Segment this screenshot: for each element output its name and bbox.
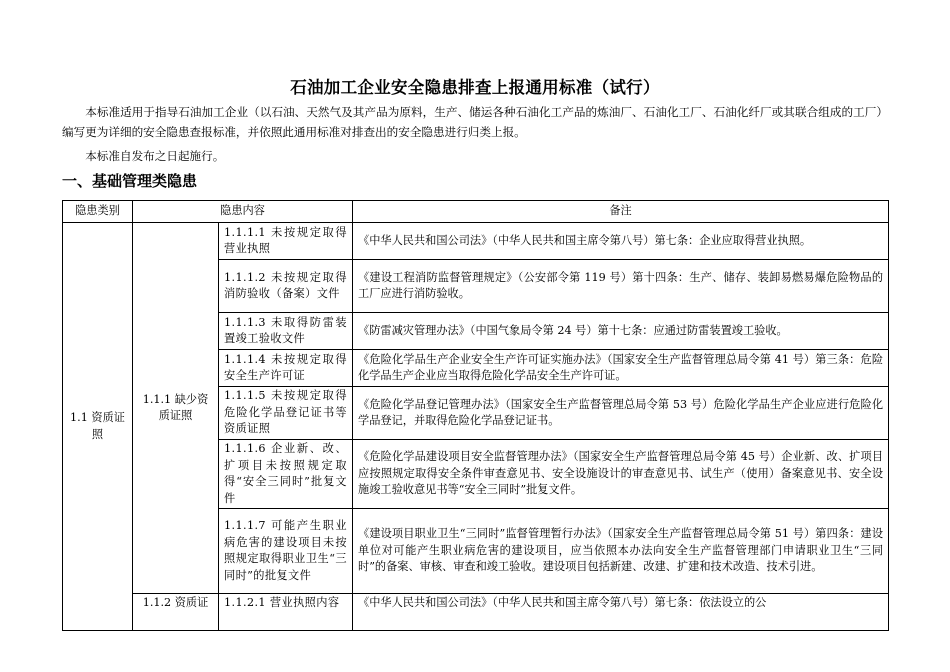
category-level2-cell xyxy=(133,594,219,631)
intro-paragraph-effective: 本标准自发布之日起施行。 xyxy=(85,149,225,163)
category-level2: 1.1.1 缺少资质证照 xyxy=(142,392,209,422)
hazard-note: 《危险化学品生产企业安全生产许可证实施办法》（国家安全生产监督管理总局令第 41 号）第三条：危险化学品生产企业应当取得危险化学品安全生产许可证。 xyxy=(353,350,889,387)
hazard-item: 1.1.1.6 企业新、改、扩项目未按照规定取得“安全三同时”批复文件 xyxy=(219,440,353,509)
hazard-item: 1.1.1.1 未按规定取得营业执照 xyxy=(219,223,353,260)
hazard-note: 《建设工程消防监督管理规定》（公安部令第 119 号）第十四条：生产、储存、装卸易燃易爆危险物品的工厂应进行消防验收。 xyxy=(353,260,889,313)
category-level2-cell xyxy=(133,223,219,594)
section-heading: 一、基础管理类隐患 xyxy=(62,172,198,190)
hazard-note: 《中华人民共和国公司法》（中华人民共和国主席令第八号）第七条：依法设立的公 xyxy=(353,594,889,631)
header-content: 隐患内容 xyxy=(133,201,353,223)
table-header-row xyxy=(63,201,889,223)
hazard-note: 《危险化学品登记管理办法》（国家安全生产监督管理总局令第 53 号）危险化学品生产企业应进行危险化学品登记，并取得危险化学品登记证书。 xyxy=(353,387,889,440)
hazard-item: 1.1.1.3 未取得防雷装置竣工验收文件 xyxy=(219,313,353,350)
table-row xyxy=(63,223,889,260)
hazard-note: 《中华人民共和国公司法》（中华人民共和国主席令第八号）第七条：企业应取得营业执照。 xyxy=(353,223,889,260)
category-level1-cell xyxy=(63,223,133,631)
header-category: 隐患类别 xyxy=(63,201,133,223)
hazard-note: 《危险化学品建设项目安全监督管理办法》（国家安全生产监督管理总局令第 45 号）企业新、改、扩项目应按照规定取得安全条件审查意见书、安全设施设计的审查意见书、试生产（使用）备案意见书、安全设施竣工验收意见书等“安全三同时”批复文件。 xyxy=(353,440,889,509)
hazard-standard-table xyxy=(62,200,889,631)
hazard-item: 1.1.1.7 可能产生职业病危害的建设项目未按照规定取得职业卫生“三同时”的批复文件 xyxy=(219,509,353,594)
hazard-item: 1.1.2.1 营业执照内容 xyxy=(219,594,353,631)
category-level1: 1.1 资质证照 xyxy=(70,411,125,441)
hazard-note: 《建设项目职业卫生“三同时”监督管理暂行办法》（国家安全生产监督管理总局令第 51 号）第四条：建设单位对可能产生职业病危害的建设项目，应当依照本办法向安全生产监督管理部门申请职业卫生“三同时”的备案、审核、审查和竣工验收。建设项目包括新建、改建、扩建和技术改造、技术引进。 xyxy=(353,509,889,594)
hazard-item: 1.1.1.2 未按规定取得消防验收（备案）文件 xyxy=(219,260,353,313)
category-level2: 1.1.2 资质证 xyxy=(142,596,209,609)
hazard-item: 1.1.1.4 未按规定取得安全生产许可证 xyxy=(219,350,353,387)
page-title: 石油加工企业安全隐患排查上报通用标准（试行） xyxy=(290,78,660,97)
header-remark: 备注 xyxy=(353,201,889,223)
intro-paragraph-scope: 本标准适用于指导石油加工企业（以石油、天然气及其产品为原料，生产、储运各种石油化工产品的炼油厂、石油化工厂、石油化纤厂或其联合组成的工厂）编写更为详细的安全隐患查报标准，并依照此通用标准对排查出的安全隐患进行归类上报。 xyxy=(62,105,888,139)
hazard-note: 《防雷减灾管理办法》（中国气象局令第 24 号）第十七条：应通过防雷装置竣工验收。 xyxy=(353,313,889,350)
table-row xyxy=(63,594,889,631)
hazard-item: 1.1.1.5 未按规定取得危险化学品登记证书等资质证照 xyxy=(219,387,353,440)
